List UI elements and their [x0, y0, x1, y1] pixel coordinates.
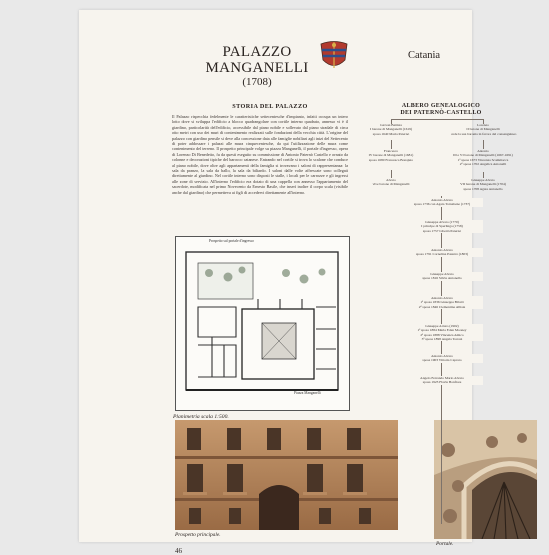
plan-caption: Planimetria scala 1:500. — [173, 414, 229, 420]
genealogy-node: Giuseppe Alvaro VII barone di Manganelli (1704) sposa 1708 Agata Antonello — [460, 178, 506, 191]
plan-title: Prospetto sul portale d'ingresso — [209, 239, 254, 243]
floor-plan-drawing — [175, 236, 350, 411]
genealogy-node: Francesco IV barone di Manganelli (1681) sposa 1680 Francesca Bonajuto — [368, 149, 414, 162]
genealogy-node: Lorenzo II barone di Manganelli cede la sua baronia in favore del consanguineo — [451, 123, 517, 136]
genealogy-node: Antonio Alvaro sposa 1903 Vittoria Capraro — [401, 354, 483, 363]
plan-street-label: Piazza Manganelli — [294, 391, 321, 395]
tree-connector — [391, 170, 392, 178]
portal-photo — [434, 420, 537, 539]
book-page — [79, 10, 517, 555]
genealogy-node: Antonio Alvaro sposa 1791 Cornelina Paternò (1803) — [401, 248, 483, 257]
facade-photo — [175, 420, 398, 530]
page-title — [197, 44, 317, 76]
title-line-1: PALAZZO — [222, 44, 292, 60]
genealogy-node: Giuseppe Alvaro (1770) I principe di Sperlinga (1758) sposa 1757 Libertà Paternò — [401, 220, 483, 233]
title-year: (1708) — [242, 76, 272, 88]
coat-of-arms-icon — [319, 40, 349, 70]
facade-caption: Prospetto principale. — [175, 532, 221, 538]
title-line-2: MANGANELLI — [205, 60, 309, 76]
history-heading: STORIA DEL PALAZZO — [232, 103, 308, 110]
tree-connector — [391, 140, 392, 149]
genealogy-node: Giuseppe Arturo (1902) 1ª sposa 1884 Maria Eden Mooney 2ª sposa 1888 Vincenza Amico 3ª sposa 1898 Angela Torresi — [401, 324, 483, 341]
page-number: 46 — [175, 547, 182, 555]
genealogy-node: Alvaro vive barone di Manganelli — [372, 178, 410, 187]
tree-connector — [483, 140, 484, 149]
genealogy-heading-line-2: DEI PATERNÒ-CASTELLO — [400, 110, 482, 116]
genealogy-heading-line-1: ALBERO GENEALOGICO — [401, 103, 481, 109]
genealogy-node: Antonio Alvaro sposa 1736 con Agata Tornabene (1737) — [401, 198, 483, 207]
genealogy-node: Giuseppe Alvaro sposa 1816 Silvia Antonello — [401, 272, 483, 281]
city-label: Catania — [408, 50, 441, 61]
genealogy-node: Angelo Ferrando Mario Alvaro sposa 1923 Flavia Bonfiore — [401, 376, 483, 385]
tree-connector — [391, 119, 483, 120]
genealogy-node: Giovan Battista I barone di Manganelli (1619) sposa 1640 Maria Paternò — [369, 123, 413, 136]
genealogy-node: Antonio Alvaro 1ª sposa 1836 Giuseppa Bilotti 2ª sposa 1846 Clementina Alliata — [401, 296, 483, 309]
portal-caption: Portale. — [436, 541, 454, 547]
genealogy-node: Antonio III e VI barone di Manganelli (1667-1691) 1ª sposa 1673 Vincenza Scammacca 2ª sposa 1702 Angelica Antonelli — [453, 149, 513, 166]
genealogy-heading — [385, 103, 497, 117]
history-text: Il Palazzo rispecchia fedelmente le caratteristiche settecentesche d'impianto, infatti occupa un intero lotto dove si sviluppa l'edificio a blocco quadrangolare con cortile interno quadrato, annesso vi è il giardino, particolarità dell'edificio, accessibile dal piano nobile e sollevato dal piano stradale di circa otto metri con uso dei muri di contenimento realizzati sulle fondazioni della vecchia città. L'origine del palazzo con giardino pensile si deve alla concessione data alle famiglie nobiliari agli inizi del Settecento di poter addossare i palazzi alle mura cinquecentesche, da qui l'utilizzazione delle mura come contenimento del terreno. Il prospetto principale volge su piazza Manganelli, il portale d'ingresso, opera di Lorenzo Di Benedetto, fu da questi eseguito su commissione di Antonio Paternò Castello e ornato da colonne e decorazioni tipiche del barocco catanese. Entrando nel cortile si trova lo scalone che conduce al piano nobile, dove oltre agli appartamenti della famiglia si trovavano i saloni di rappresentanza: la sala da pranzo, la sala da ballo, la sala da biliardo. I saloni dalle volte affrescate sono collegati direttamente al giardino. Nel cortile interno sono disposti le stalle, i locali per le carrozze e gli ingressi alle zone di servizio. All'interno l'edificio era dotato di una cappella con annesso l'appartamento del sacerdote, modificata nel primo Novecento da Ernesto Basile, che inserì inoltre il corpo scala (visibile anche dal giardino) che permetteva ai figli di accedervi direttamente all'interno. — [172, 114, 348, 195]
